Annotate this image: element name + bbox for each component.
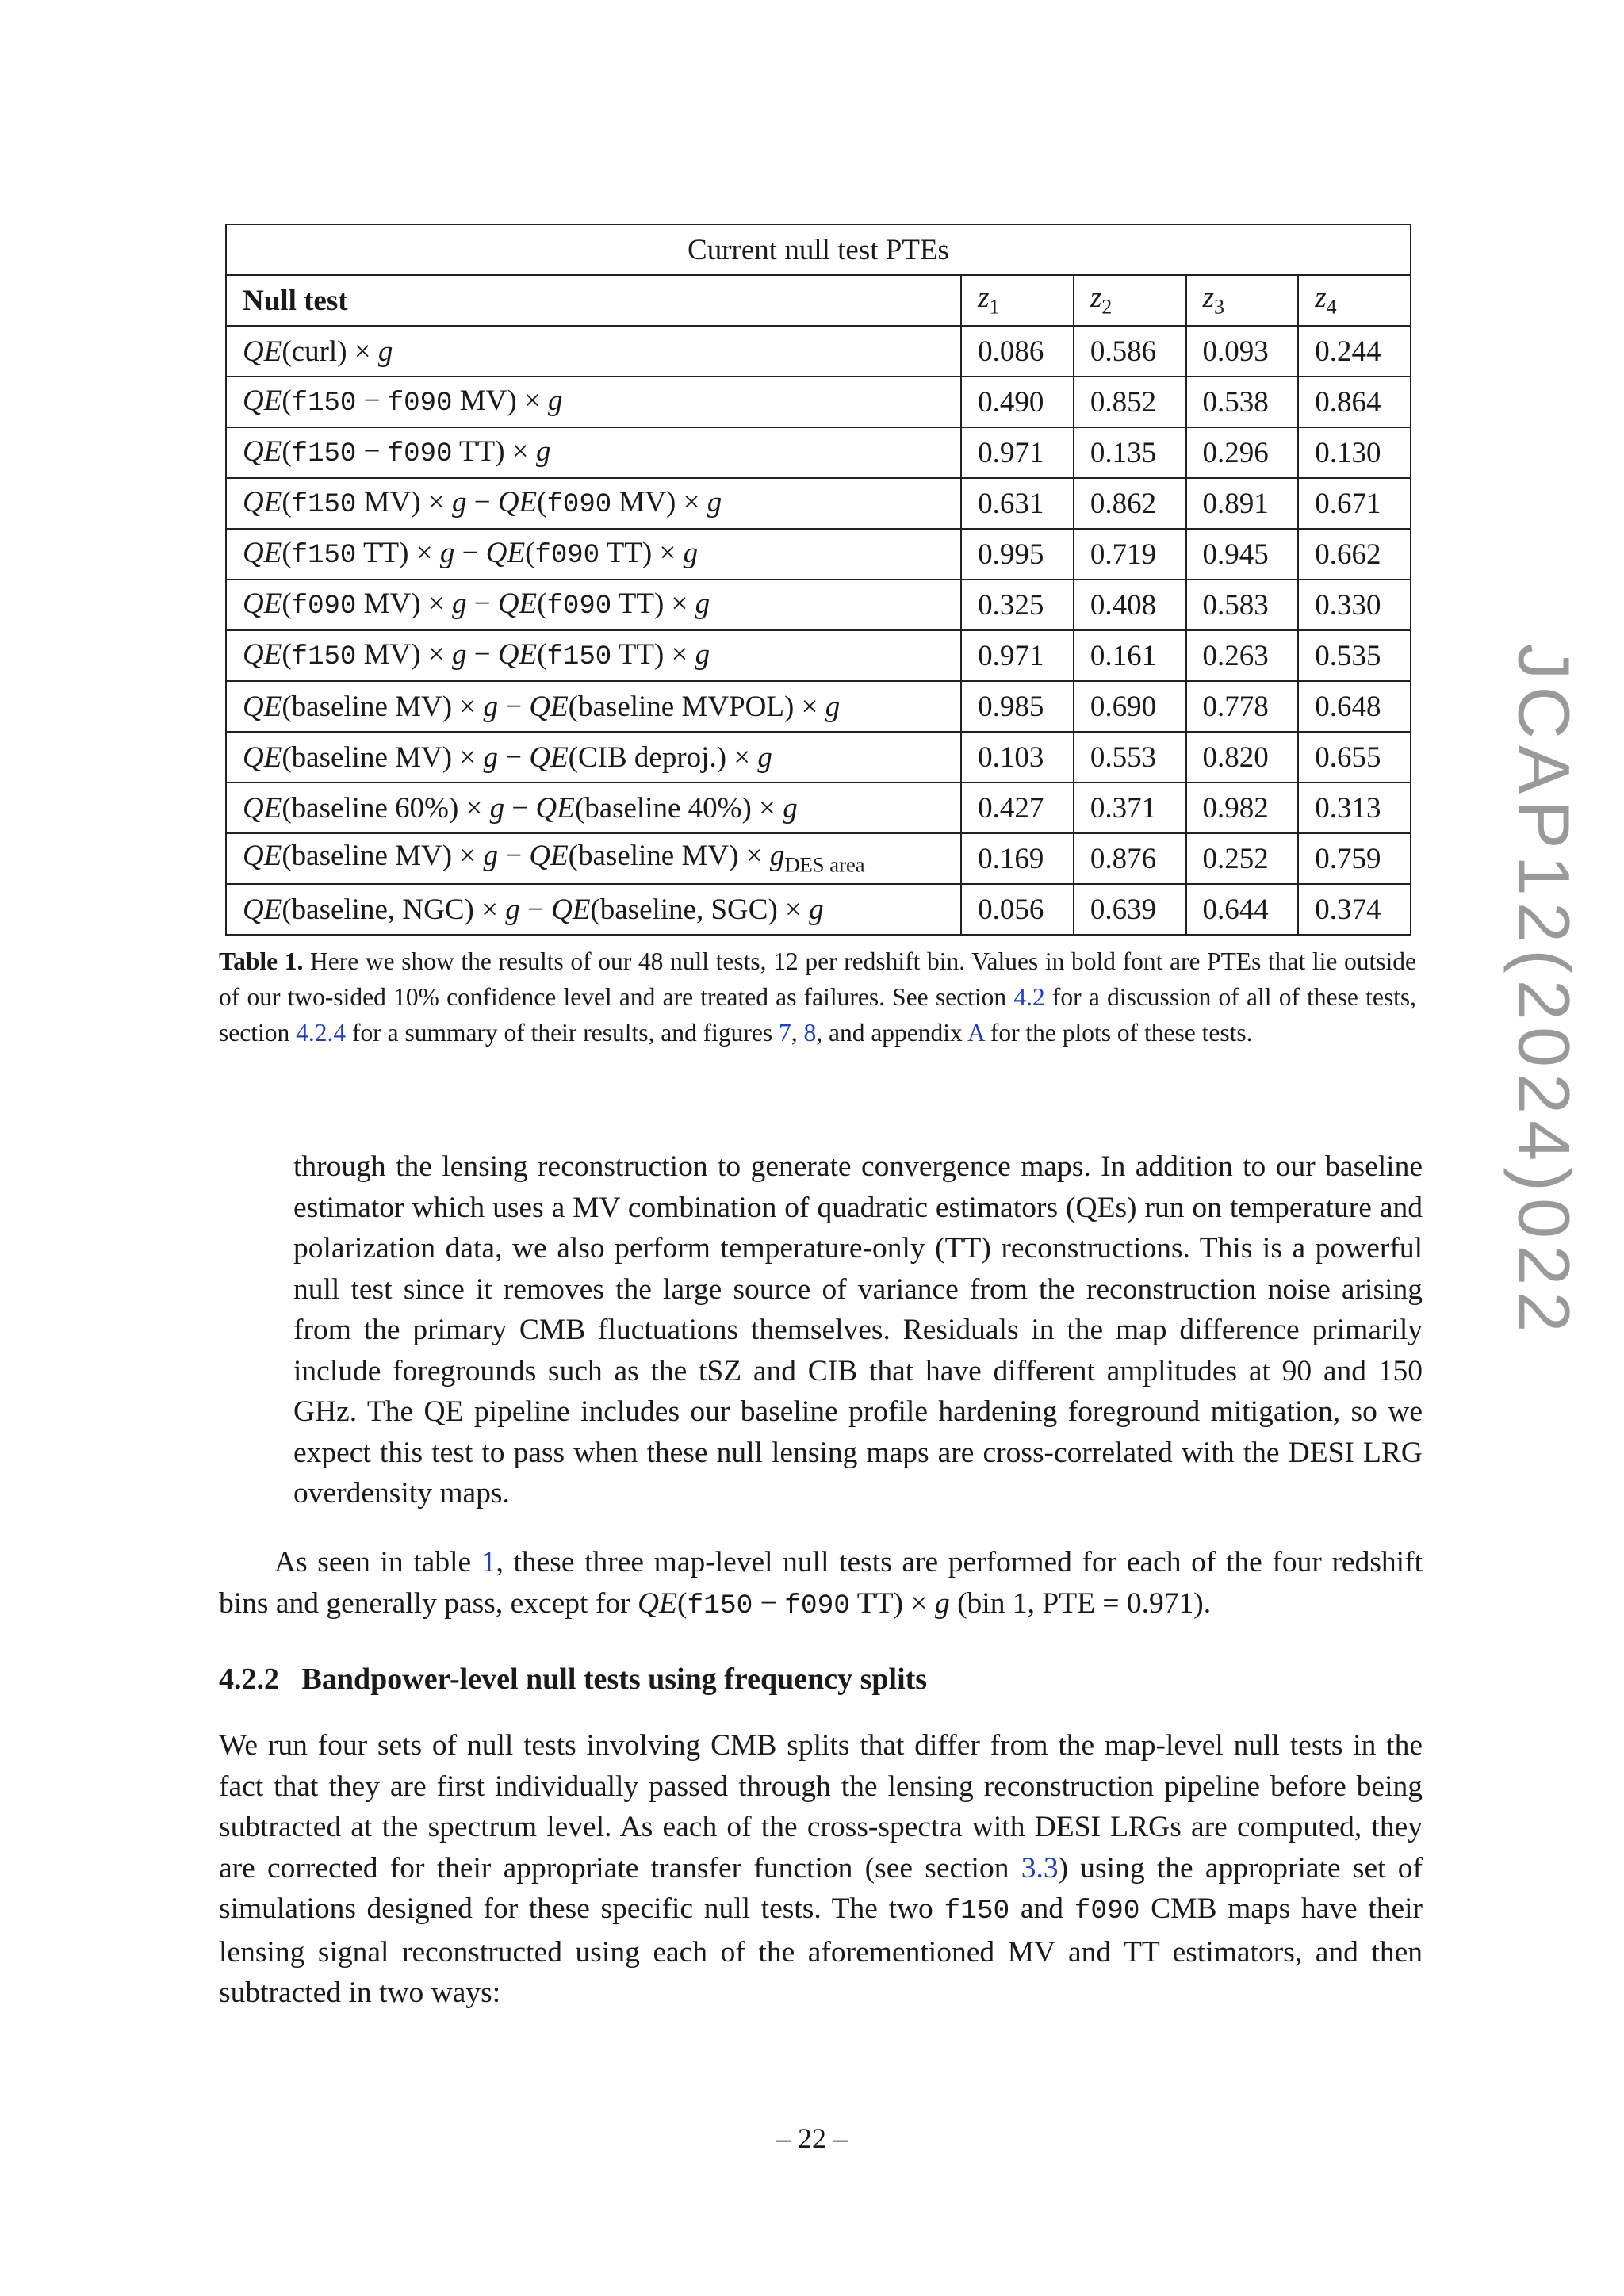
pte-value-z2: 0.161: [1074, 630, 1186, 681]
pte-value-z1: 0.086: [961, 326, 1074, 377]
pte-value-z3: 0.982: [1186, 783, 1299, 833]
pte-value-z1: 0.490: [961, 377, 1074, 427]
null-test-name: QE(f150 MV) × g − QE(f090 MV) × g: [226, 478, 961, 529]
null-test-name: QE(baseline, NGC) × g − QE(baseline, SGC) × g: [226, 884, 961, 935]
pte-value-z3: 0.945: [1186, 529, 1299, 580]
pte-value-z4: 0.374: [1298, 884, 1411, 935]
pte-value-z3: 0.778: [1186, 681, 1299, 732]
table-row: [226, 529, 1411, 580]
pte-value-z1: 0.985: [961, 681, 1074, 732]
null-test-table: [225, 224, 1411, 936]
pte-value-z1: 0.631: [961, 478, 1074, 529]
table-row: [226, 427, 1411, 478]
journal-side-stamp: JCAP12(2024)022: [1503, 643, 1584, 1339]
pte-value-z4: 0.655: [1298, 732, 1411, 783]
pte-value-z2: 0.639: [1074, 884, 1186, 935]
pte-value-z1: 0.056: [961, 884, 1074, 935]
pte-value-z2: 0.553: [1074, 732, 1186, 783]
pte-value-z4: 0.759: [1298, 833, 1411, 884]
pte-value-z1: 0.971: [961, 630, 1074, 681]
header-z4: $z_4$: [1298, 275, 1411, 326]
pte-value-z1: 0.427: [961, 783, 1074, 833]
table-row: [226, 884, 1411, 935]
pte-value-z4: 0.662: [1298, 529, 1411, 580]
pte-value-z2: 0.876: [1074, 833, 1186, 884]
pte-value-z4: 0.130: [1298, 427, 1411, 478]
ref-section-3-3[interactable]: 3.3: [1021, 1851, 1059, 1885]
pte-value-z4: 0.244: [1298, 326, 1411, 377]
pte-value-z3: 0.093: [1186, 326, 1299, 377]
table-row: [226, 478, 1411, 529]
pte-value-z3: 0.263: [1186, 630, 1299, 681]
pte-value-z4: 0.671: [1298, 478, 1411, 529]
body-paragraph: We run four sets of null tests involving CMB splits that differ from the map-level null tests in the fact that they are first individually passed through the lensing reconstruction pipeline before being subtracted at the spectrum level. As each of the cross-spectra with DESI LRGs are computed, they are corrected for their appropriate transfer function (see section 3.3) using the appropriate set of simulations designed for these specific null tests. The two f150 and f090 CMB maps have their lensing signal reconstructed using each of the aforementioned MV and TT estimators, and then subtracted in two ways:: [219, 1729, 1423, 2009]
pte-value-z2: 0.586: [1074, 326, 1186, 377]
ref-table-1[interactable]: 1: [481, 1546, 496, 1578]
null-test-name: QE(baseline MV) × g − QE(baseline $MV) \times g_{DES area}$: [226, 833, 961, 884]
table-row: [226, 732, 1411, 783]
table-row: [226, 580, 1411, 630]
body-paragraph: As seen in table 1, these three map-level null tests are performed for each of the four redshift bins and generally pass, except for QE(f150 − f090 TT) × g (bin 1, PTE = 0.971).: [219, 1546, 1423, 1621]
pte-value-z2: 0.135: [1074, 427, 1186, 478]
null-test-name: QE(f150 MV) × g − QE(f150 TT) × g: [226, 630, 961, 681]
ref-section-4-2-4[interactable]: 4.2.4: [296, 1019, 347, 1047]
pte-value-z3: 0.583: [1186, 580, 1299, 630]
table-row: [226, 783, 1411, 833]
pte-value-z4: 0.313: [1298, 783, 1411, 833]
pte-value-z3: 0.252: [1186, 833, 1299, 884]
pte-value-z1: 0.325: [961, 580, 1074, 630]
table-title: Current null test PTEs: [226, 224, 1411, 275]
pte-value-z2: 0.371: [1074, 783, 1186, 833]
table-row: [226, 377, 1411, 427]
pte-value-z2: 0.852: [1074, 377, 1186, 427]
pte-value-z1: 0.169: [961, 833, 1074, 884]
null-test-name: QE(baseline 60%) × g − QE(baseline 40%) × g: [226, 783, 961, 833]
null-test-name: QE(baseline MV) × g − QE(CIB deproj.) × g: [226, 732, 961, 783]
pte-value-z2: 0.408: [1074, 580, 1186, 630]
ref-appendix-a[interactable]: A: [967, 1019, 984, 1047]
null-test-name: QE(baseline MV) × g − QE(baseline MVPOL) × g: [226, 681, 961, 732]
ref-figure-8[interactable]: 8: [803, 1019, 817, 1047]
pte-value-z3: 0.644: [1186, 884, 1299, 935]
body-paragraph: through the lensing reconstruction to generate convergence maps. In addition to our baseline estimator which uses a MV combination of quadratic estimators (QEs) run on temperature and polarization data, we also perform temperature-only (TT) reconstructions. This is a powerful null test since it removes the large source of variance from the reconstruction noise arising from the primary CMB fluctuations themselves. Residuals in the map difference primarily include foregrounds such as the tSZ and CIB that have different amplitudes at 90 and 150 GHz. The QE pipeline includes our baseline profile hardening foreground mitigation, so we expect this test to pass when these null lensing maps are cross-correlated with the DESI LRG overdensity maps.: [293, 1150, 1423, 1510]
ref-section-4-2[interactable]: 4.2: [1013, 983, 1045, 1011]
header-z1: $z_1$: [961, 275, 1074, 326]
header-z3: $z_3$: [1186, 275, 1299, 326]
table-row: [226, 326, 1411, 377]
null-test-name: QE(f150 TT) × g − QE(f090 TT) × g: [226, 529, 961, 580]
pte-value-z1: 0.995: [961, 529, 1074, 580]
pte-value-z4: 0.330: [1298, 580, 1411, 630]
pte-value-z2: 0.719: [1074, 529, 1186, 580]
ref-figure-7[interactable]: 7: [778, 1019, 791, 1047]
pte-value-z4: 0.864: [1298, 377, 1411, 427]
pte-value-z1: 0.103: [961, 732, 1074, 783]
pte-value-z3: 0.296: [1186, 427, 1299, 478]
pte-value-z4: 0.648: [1298, 681, 1411, 732]
null-test-name: QE(f090 MV) × g − QE(f090 TT) × g: [226, 580, 961, 630]
table-header-row: [226, 275, 1411, 326]
table-caption: Table 1. Here we show the results of our 48 null tests, 12 per redshift bin. Values in bold font are PTEs that lie outside of our two-sided 10% confidence level and are treated as failures. See section 4.2 for a discussion of all of these tests, section 4.2.4 for a summary of their results, and figures 7, 8, and appendix A for the plots of these tests.: [219, 947, 1417, 1047]
table-row: [226, 681, 1411, 732]
null-test-name: QE(f150 − f090 TT) × g: [226, 427, 961, 478]
pte-value-z4: 0.535: [1298, 630, 1411, 681]
section-heading: 4.2.2 Bandpower-level null tests using frequency splits: [219, 1663, 928, 1696]
header-z2: $z_2$: [1074, 275, 1186, 326]
table-row: [226, 833, 1411, 884]
page-number: – 22 –: [776, 2122, 848, 2154]
pte-value-z3: 0.538: [1186, 377, 1299, 427]
pte-value-z3: 0.820: [1186, 732, 1299, 783]
pte-value-z3: 0.891: [1186, 478, 1299, 529]
pte-value-z2: 0.690: [1074, 681, 1186, 732]
header-null-test: Null test: [226, 275, 961, 326]
null-test-name: QE(curl) × g: [226, 326, 961, 377]
pte-value-z2: 0.862: [1074, 478, 1186, 529]
null-test-name: QE(f150 − f090 MV) × g: [226, 377, 961, 427]
table-row: [226, 630, 1411, 681]
pte-value-z1: 0.971: [961, 427, 1074, 478]
